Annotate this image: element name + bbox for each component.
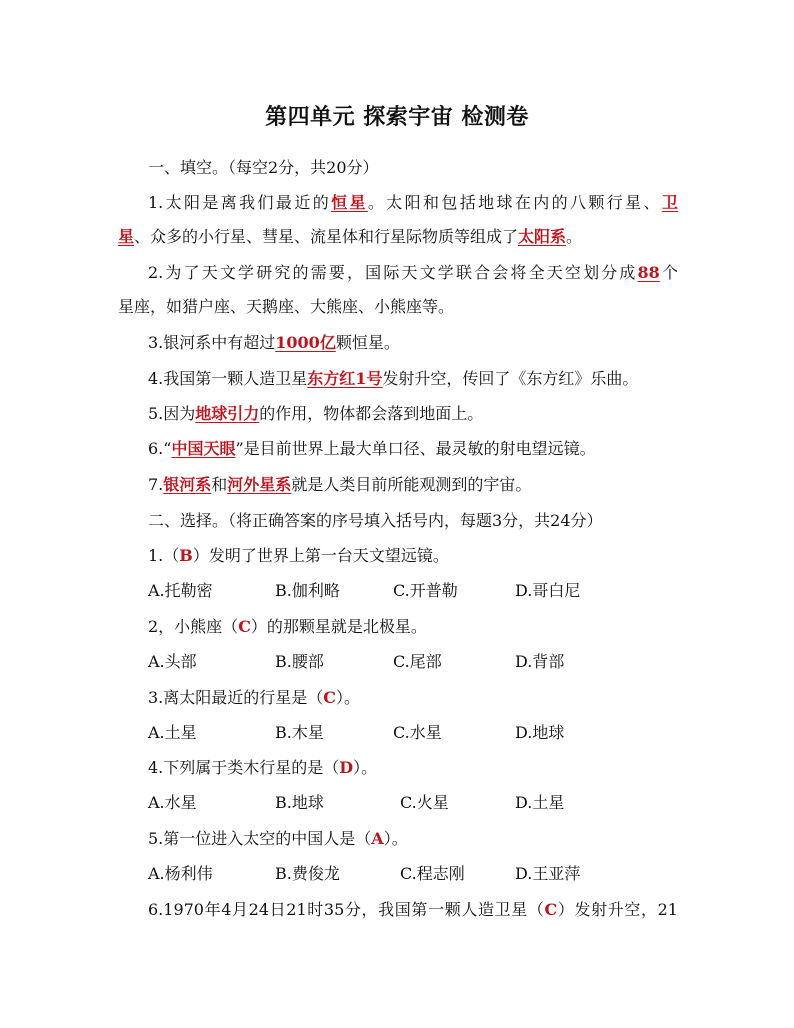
answer-text: B xyxy=(179,546,193,565)
answer-text: C xyxy=(238,617,251,636)
fill-question-4 xyxy=(148,369,678,389)
question-text: ）的那颗星就是北极星。 xyxy=(250,617,427,636)
answer-text: 88 xyxy=(637,263,660,282)
question-text: 、众多的小行星、彗星、流星体和行星际物质等组成了 xyxy=(134,227,519,246)
question-text: 和 xyxy=(211,475,228,494)
option-b: B.木星 xyxy=(275,723,324,742)
answer-text: 东方红1号 xyxy=(307,369,383,388)
answer-text: 恒星 xyxy=(331,193,368,212)
question-text: ）发明了世界上第一台天文望远镜。 xyxy=(192,546,449,565)
option-c: C.水星 xyxy=(393,723,442,742)
answer-text: C xyxy=(544,900,558,919)
option-c: C.程志刚 xyxy=(400,864,465,883)
question-text: ）。 xyxy=(353,758,378,777)
option-d: D.王亚萍 xyxy=(515,864,581,883)
question-text: 6.1970年4月24日21时35分，我国第一颗人造卫星（ xyxy=(148,900,545,919)
question-text: 2.为了天文学研究的需要，国际天文学联合会将全天空划分成 xyxy=(148,263,638,282)
answer-text: 星 xyxy=(118,227,135,246)
section-heading-fill: 一、填空。（每空2分，共20分） xyxy=(148,158,379,177)
section-heading-choice: 二、选择。（将正确答案的序号填入括号内，每题3分，共24分） xyxy=(148,511,603,530)
answer-text: 地球引力 xyxy=(195,404,260,423)
option-a: A.杨利伟 xyxy=(148,864,213,883)
answer-text: 河外星系 xyxy=(227,475,292,494)
question-text: ”是目前世界上最大单口径、最灵敏的射电望远镜。 xyxy=(235,439,596,458)
answer-text: 银河系 xyxy=(163,475,212,494)
answer-text: A xyxy=(371,829,384,848)
question-text: 个 xyxy=(659,263,678,282)
fill-question-1-line-2 xyxy=(118,227,678,247)
fill-question-1-line-1 xyxy=(148,193,678,213)
option-b: B.腰部 xyxy=(275,652,324,671)
question-text: 5.因为 xyxy=(148,404,196,423)
question-text: ）。 xyxy=(383,829,408,848)
question-text: 1.（ xyxy=(148,546,180,565)
option-a: A.土星 xyxy=(148,723,197,742)
question-text: 4.我国第一颗人造卫星 xyxy=(148,369,308,388)
option-b: B.费俊龙 xyxy=(275,864,340,883)
choice-question-5 xyxy=(148,829,678,849)
question-text: 7. xyxy=(148,475,164,494)
choice-question-6 xyxy=(148,900,678,920)
choice-question-2 xyxy=(148,617,678,637)
question-text: 发射升空，传回了《东方红》乐曲。 xyxy=(382,369,639,388)
fill-question-2-line-2: 星座，如猎户座、天鹅座、大熊座、小熊座等。 xyxy=(118,297,455,316)
question-text: 5.第一位进入太空的中国人是（ xyxy=(148,829,372,848)
question-text: 6.“ xyxy=(148,439,172,458)
option-d: D.土星 xyxy=(515,793,565,812)
option-a: A.水星 xyxy=(148,793,197,812)
question-text: 。 xyxy=(566,227,583,246)
choice-question-1 xyxy=(148,546,678,566)
question-text: ）发射升空，21 xyxy=(557,900,678,919)
option-d: D.背部 xyxy=(515,652,565,671)
question-text: 1.太阳是离我们最近的 xyxy=(148,193,332,212)
answer-text: 卫 xyxy=(661,193,678,212)
fill-question-7 xyxy=(148,475,678,495)
question-text: 的作用，物体都会落到地面上。 xyxy=(259,404,484,423)
answer-text: 太阳系 xyxy=(518,227,567,246)
choice-question-3 xyxy=(148,688,678,708)
option-a: A.头部 xyxy=(148,652,197,671)
option-c: C.火星 xyxy=(400,793,449,812)
answer-text: C xyxy=(323,688,337,707)
question-text: 颗恒星。 xyxy=(335,333,400,352)
answer-text: 1000亿 xyxy=(275,333,336,352)
question-text: 3.银河系中有超过 xyxy=(148,333,276,352)
option-b: B.地球 xyxy=(275,793,324,812)
choice-question-4 xyxy=(148,758,678,778)
option-c: C.开普勒 xyxy=(393,581,458,600)
fill-question-5 xyxy=(148,404,678,424)
fill-question-3 xyxy=(148,333,678,353)
fill-question-6 xyxy=(148,439,678,459)
question-text: 2，小熊座（ xyxy=(148,617,239,636)
answer-text: 中国天眼 xyxy=(171,439,236,458)
option-b: B.伽利略 xyxy=(275,581,340,600)
question-text: 3.离太阳最近的行星是（ xyxy=(148,688,324,707)
question-text: 就是人类目前所能观测到的宇宙。 xyxy=(291,475,532,494)
option-c: C.尾部 xyxy=(393,652,442,671)
question-text: 4.下列属于类木行星的是（ xyxy=(148,758,340,777)
question-text: ）。 xyxy=(336,688,361,707)
fill-question-2-line-1 xyxy=(148,263,678,283)
option-a: A.托勒密 xyxy=(148,581,213,600)
answer-text: D xyxy=(339,758,354,777)
option-d: D.哥白尼 xyxy=(515,581,581,600)
option-d: D.地球 xyxy=(515,723,565,742)
page-title: 第四单元 探索宇宙 检测卷 xyxy=(265,105,529,130)
question-text: 。太阳和包括地球在内的八颗行星、 xyxy=(367,193,662,212)
